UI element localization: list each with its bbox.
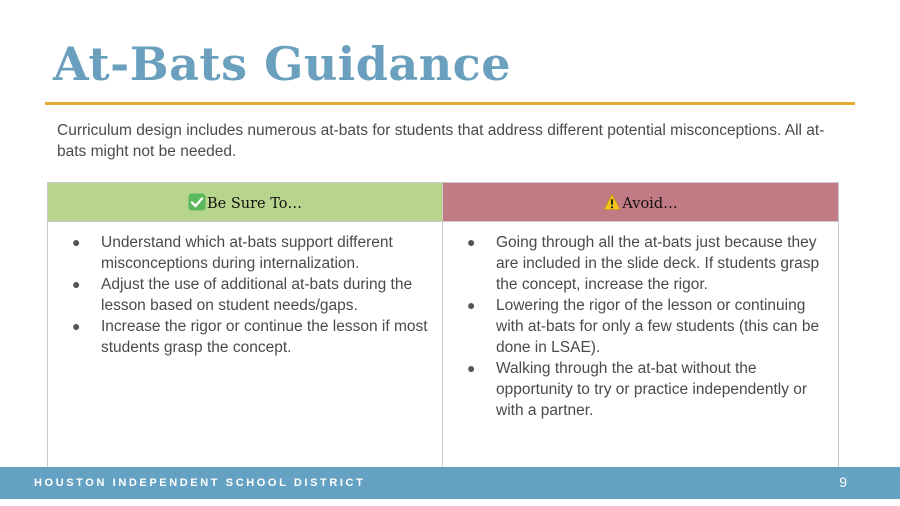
list-item <box>62 274 434 316</box>
list-item-text: Walking through the at-bat without the opportunity to try or practice independently or with a partner. <box>496 360 808 419</box>
list-item-text: Lowering the rigor of the lesson or continuing with at-bats for only a few students (this can be done in LSAE). <box>496 297 820 356</box>
district-name: HOUSTON INDEPENDENT SCHOOL DISTRICT <box>34 477 366 489</box>
title-divider <box>45 102 855 105</box>
slide-title: At-Bats Guidance <box>53 37 511 91</box>
be-sure-to-list <box>62 232 434 358</box>
list-item-text: Adjust the use of additional at-bats during the lesson based on student needs/gaps. <box>101 276 413 314</box>
be-sure-to-cell <box>48 222 443 468</box>
avoid-cell <box>443 222 839 468</box>
intro-text: Curriculum design includes numerous at-bats for students that address different potential misconceptions. All at-bats might not be needed. <box>57 122 825 160</box>
list-item <box>457 358 830 421</box>
footer-bar <box>0 467 900 499</box>
list-item <box>457 295 830 358</box>
list-item-text: Understand which at-bats support different misconceptions during internalization. <box>101 234 393 272</box>
list-item <box>62 232 434 274</box>
list-item <box>62 316 434 358</box>
list-item-text: Increase the rigor or continue the lesson if most students grasp the concept. <box>101 318 428 356</box>
bullet-icon: ● <box>467 297 476 313</box>
list-item <box>457 232 830 295</box>
avoid-header <box>443 183 839 222</box>
be-sure-to-header <box>48 183 443 222</box>
bullet-icon: ● <box>72 318 81 334</box>
be-sure-to-label: Be Sure To… <box>206 195 302 212</box>
bullet-icon: ● <box>467 360 476 376</box>
warning-icon <box>603 193 621 211</box>
check-mark-icon <box>188 193 206 211</box>
list-item-text: Going through all the at-bats just because they are included in the slide deck. If students grasp the concept, increase the rigor. <box>496 234 820 293</box>
page-number: 9 <box>839 474 847 490</box>
guidance-table <box>47 182 839 468</box>
bullet-icon: ● <box>467 234 476 250</box>
bullet-icon: ● <box>72 276 81 292</box>
avoid-label: Avoid… <box>622 195 678 212</box>
avoid-list <box>457 232 830 421</box>
bullet-icon: ● <box>72 234 81 250</box>
